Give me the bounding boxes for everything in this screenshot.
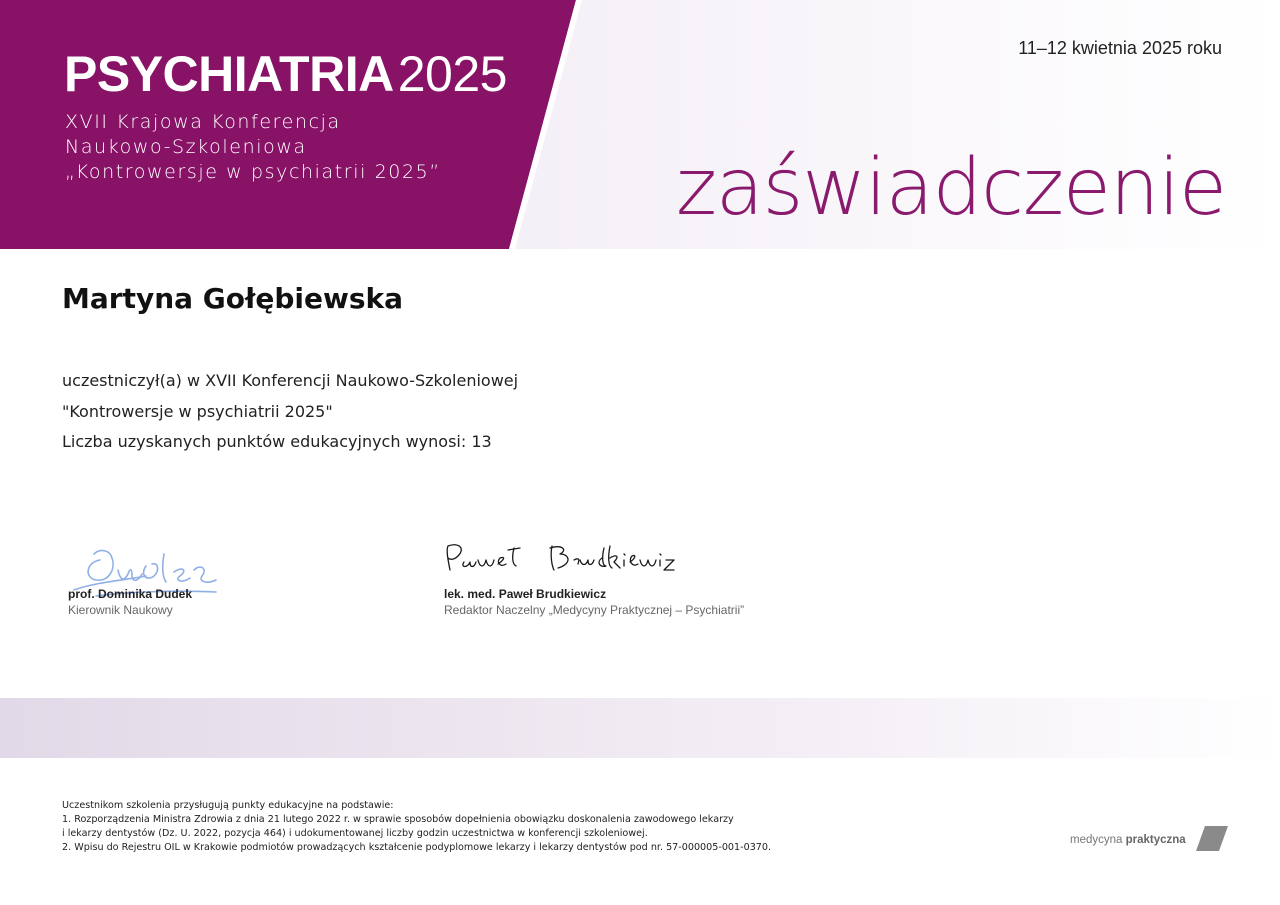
signature-brudkiewicz-image	[442, 540, 682, 580]
conference-title-main: PSYCHIATRIA	[64, 46, 394, 102]
logo-text	[1070, 834, 1186, 846]
footnote-line: Uczestnikom szkolenia przysługują punkty edukacyjne na podstawie:	[62, 800, 394, 811]
signature-role: Kierownik Naukowy	[68, 603, 173, 617]
logo-text-light: medycyna	[1070, 834, 1123, 846]
subtitle-line: XVII Krajowa Konferencja	[65, 111, 341, 133]
subtitle-line: Naukowo-Szkoleniowa	[65, 136, 307, 158]
footnote-line: i lekarzy dentystów (Dz. U. 2022, pozycja 464) i udokumentowanej liczby godzin uczestnictwa w konferencji szkoleniowej.	[62, 828, 648, 839]
signature-name: lek. med. Paweł Brudkiewicz	[444, 587, 607, 601]
signature-name: prof. Dominika Dudek	[68, 587, 193, 601]
participant-name: Martyna Gołębiewska	[62, 282, 404, 315]
conference-title-year: 2025	[397, 46, 507, 102]
medycyna-praktyczna-logo	[1070, 826, 1230, 852]
certificate-body	[62, 366, 518, 458]
subtitle-line: „Kontrowersje w psychiatrii 2025”	[65, 161, 441, 183]
conference-date: 11–12 kwietnia 2025 roku	[1018, 38, 1222, 58]
certificate-heading: zaświadczenie	[675, 143, 1226, 233]
decorative-band	[0, 698, 1280, 758]
signature-role: Redaktor Naczelny „Medycyny Praktycznej – Psychiatrii”	[444, 603, 745, 617]
body-line: uczestniczył(a) w XVII Konferencji Naukowo-Szkoleniowej	[62, 371, 519, 390]
certificate-header	[0, 0, 1280, 249]
legal-footnote	[62, 799, 771, 855]
footnote-line: 1. Rozporządzenia Ministra Zdrowia z dnia 21 lutego 2022 r. w sprawie sposobów dopełnienia obowiązku doskonalenia zawodowego lekarzy	[62, 814, 734, 825]
body-line: Liczba uzyskanych punktów edukacyjnych wynosi: 13	[62, 432, 492, 451]
body-line: "Kontrowersje w psychiatrii 2025"	[62, 401, 333, 421]
logo-text-bold: praktyczna	[1125, 834, 1186, 846]
conference-title	[64, 44, 507, 104]
logo-parallelogram-icon	[1196, 826, 1228, 851]
conference-subtitle	[65, 110, 441, 185]
footnote-line: 2. Wpisu do Rejestru OIL w Krakowie podmiotów prowadzących kształcenie podyplomowe lekarzy i lekarzy dentystów pod nr. 57-000005-001-0370.	[62, 842, 772, 853]
